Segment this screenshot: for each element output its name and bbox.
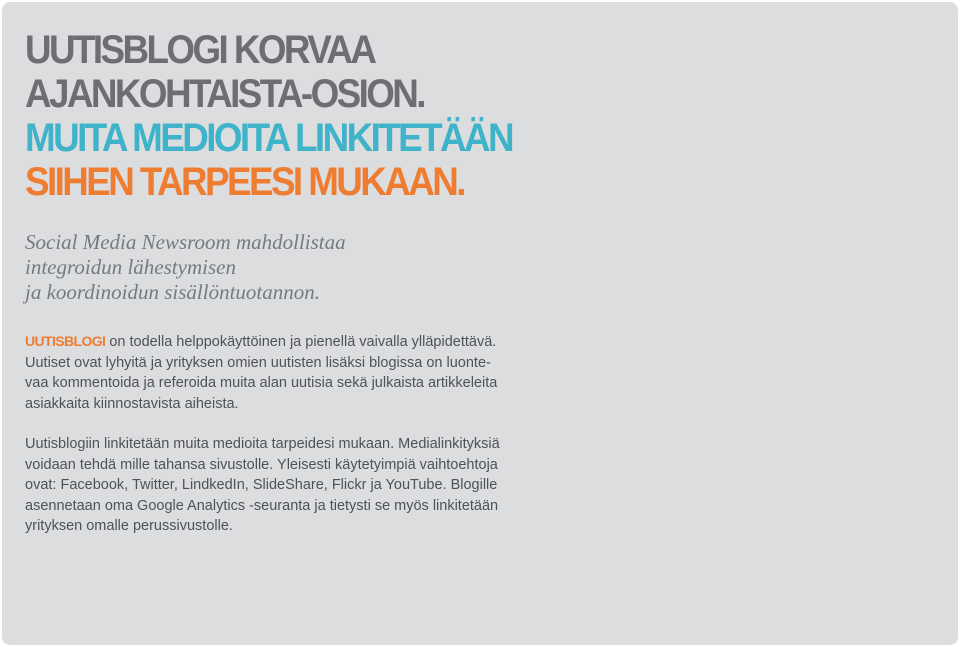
paragraph-1-line-1 (25, 331, 497, 353)
tagline-line-1: Social Media Newsroom mahdollistaa (25, 230, 346, 254)
paragraph-2-line-3: ovat: Facebook, Twitter, LindkedIn, SlideShare, Flickr ja YouTube. Blogille (25, 477, 498, 493)
paragraph-2-line-4: asennetaan oma Google Analytics -seuranta ja tietysti se myös linkitetään (25, 497, 499, 514)
paragraph-1-line-1-rest: on todella helppokäyttöinen ja pienellä vaivalla ylläpidettävä. (105, 334, 497, 350)
tagline-line-2: integroidun lähestymisen (25, 255, 236, 279)
headline-line-1: UUTISBLOGI KORVAA (25, 28, 375, 72)
paragraph-2-line-1: Uutisblogiin linkitetään muita medioita tarpeidesi mukaan. Medialinkityksiä (25, 436, 500, 452)
paragraph-1-line-2: Uutiset ovat lyhyitä ja yrityksen omien uutisten lisäksi blogissa on luonte- (25, 354, 491, 371)
paragraph-1-line-3: vaa kommentoida ja referoida muita alan uutisia sekä julkaista artikkeleita (25, 375, 498, 391)
paragraph-2-line-2: voidaan tehdä mille tahansa sivustolle. Yleisesti käytetyimpiä vaihtoehtoja (25, 456, 498, 473)
paragraph-1-line-4: asiakkaita kiinnostavista aiheista. (25, 395, 239, 412)
headline-line-2: AJANKOHTAISTA-OSION. (25, 72, 424, 116)
headline (25, 28, 512, 204)
paragraph-2-line-5: yrityksen omalle perussivustolle. (25, 518, 233, 534)
headline-line-3: MUITA MEDIOITA LINKITETÄÄN (25, 116, 513, 160)
paragraph-1 (25, 331, 497, 414)
paragraph-2 (25, 434, 500, 537)
document-page (2, 2, 958, 645)
headline-line-4: SIIHEN TARPEESI MUKAAN. (25, 160, 464, 204)
brand-word: UUTISBLOGI (25, 333, 106, 349)
tagline (25, 230, 346, 305)
tagline-line-3: ja koordinoidun sisällöntuotannon. (25, 280, 320, 304)
